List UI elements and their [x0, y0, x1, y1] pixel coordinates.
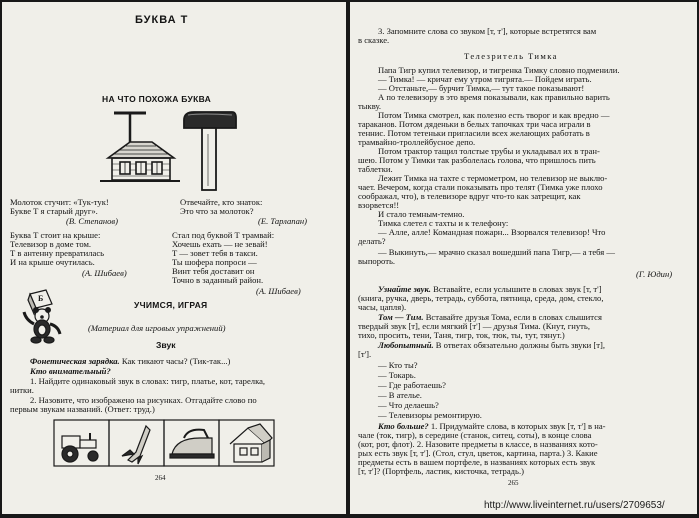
- poem-3-line-2: Телевизор в доме том.: [10, 239, 92, 249]
- exercise-1-line-1: Узнайте звук. Вставайте, если услышите в словах звук [т, т']: [378, 284, 602, 294]
- story-line: А по телевизору в это время показывали, как правильно варить: [378, 92, 610, 102]
- bear-with-block-illustration: [12, 286, 70, 344]
- exercise-2-line-3: тихо, просить, тени, Таня, тигр, ток, тюк, ты, тут, тянут.): [358, 330, 565, 340]
- story-line: чает. Вечером, когда стали показывать про телят (Тимка уже плохо: [358, 182, 603, 192]
- poem-4-line-5: Винт тебя доставит он: [172, 266, 255, 276]
- story-line: Потом трактор тащил толстые трубы и укладывал их в тран-: [378, 146, 600, 156]
- attentive-heading: Кто внимательный?: [30, 366, 111, 376]
- exercise-1-line-3: часы, цапля).: [358, 302, 407, 312]
- poem-1-author: (В. Степанов): [66, 216, 119, 226]
- exercise-2-line-2: твердый звук [т], если мягкий [т'] — друзья Тима. (Кнут, гнуть,: [358, 321, 590, 331]
- task-3-line-1: 3. Запомните слова со звуком [т, т'], которые встретятся вам: [378, 26, 597, 36]
- poem-1-line-2: Букве Т я старый друг».: [10, 206, 98, 216]
- picture-row: [54, 420, 276, 468]
- poem-1-line-1: Молоток стучит: «Тук-тук!: [10, 197, 109, 207]
- dialog-line: — Токарь.: [378, 370, 416, 380]
- poem-4-line-6: Точно в заданный район.: [172, 275, 264, 285]
- story-line: взорвется!!: [358, 200, 400, 210]
- exercise-4-label: Кто больше?: [378, 421, 429, 431]
- page-title: БУКВА Т: [135, 14, 189, 26]
- dialog-line: — Кто ты?: [378, 360, 418, 370]
- story-line: шею. Потом у Тимки так разболелась голова, что пришлось пить: [358, 155, 596, 165]
- poem-3-line-3: Т в антенну превратилась: [10, 248, 105, 258]
- poem-3-line-1: Буква Т стоит на крыше:: [10, 230, 101, 240]
- sound-heading: Звук: [156, 340, 176, 350]
- exercise-3-line-1: Любопытный. В ответах обязательно должны быть звуки [т],: [378, 340, 606, 350]
- poem-2-line-2: Это что за молоток?: [180, 206, 254, 216]
- story-line: делать?: [358, 236, 386, 246]
- exercise-3-line-2: [т'].: [358, 349, 372, 359]
- poem-4-line-3: Т — зовет тебя в такси.: [172, 248, 258, 258]
- story-line: — Тимка! — кричат ему утром тигрята.— Пойдем играть.: [378, 74, 592, 84]
- exercise-4-line-6: [т, т']? (Портфель, ластик, кисточка, тетрадь.): [358, 466, 524, 476]
- phonetic-warmup-label: Фонетическая зарядка.: [30, 356, 120, 366]
- dialog-line: — Телевизоры ремонтирую.: [378, 410, 482, 420]
- story-line: трамвайно-троллейбусное депо.: [358, 137, 476, 147]
- poem-4-author: (А. Шибаев): [256, 286, 301, 296]
- section-title: НА ЧТО ПОХОЖА БУКВА: [102, 94, 212, 104]
- story-line: выпороть.: [358, 256, 396, 266]
- poem-3-line-4: И на крыше очутилась.: [10, 257, 95, 267]
- phonetic-warmup-text: Как тикают часы? (Тик-так...): [121, 356, 231, 366]
- story-line: — Выкинуть,— мрачно сказал вошедший папа Тигр,— а тебя —: [378, 247, 615, 257]
- story-line: И стало темным-темно.: [378, 209, 465, 219]
- games-section-title: УЧИМСЯ, ИГРАЯ: [134, 300, 208, 310]
- rocket-icon: [122, 426, 150, 464]
- story-line: — Алле, алле! Командная пожарн... Взорвался телевизор! Что: [378, 227, 606, 237]
- task-2-line-2: первым звукам названий. (Ответ: труд.): [10, 404, 155, 414]
- story-line: Тимка слетел с тахты и к телефону:: [378, 218, 509, 228]
- materials-note: (Материал для игровых упражнений): [88, 323, 226, 333]
- story-line: тараканов. Потом дяденьки в белых тапочках три часа играли в: [358, 119, 591, 129]
- exercise-4-line-2: чале (ток, тигр), в середине (станок, ситец, соты), в конце слова: [358, 430, 592, 440]
- poem-4-line-2: Хочешь ехать — не зевай!: [172, 239, 268, 249]
- hammer-illustration: [182, 110, 238, 192]
- exercise-2-line-1: Том — Тим. Вставайте друзья Тома, если в словах слышится: [378, 312, 602, 322]
- exercise-1-line-2: (книга, ручка, дверь, тетрадь, суббота, пятница, среда, дом, стекло,: [358, 293, 604, 303]
- exercise-4-line-1: Кто больше? 1. Придумайте слова, в которых звук [т, т'] в на-: [378, 421, 606, 431]
- poem-2-author: (Е. Тарлапан): [258, 216, 308, 226]
- tractor-icon: [62, 433, 98, 462]
- exercise-2-label: Том — Тим.: [378, 312, 424, 322]
- story-author: (Г. Юдин): [636, 269, 673, 279]
- poem-2-line-1: Отвечайте, кто знаток:: [180, 197, 263, 207]
- exercise-4-line-3: (кот, рот, флот). 2. Назовите предметы в классе, в названиях кото-: [358, 439, 598, 449]
- dialog-line: — Где работаешь?: [378, 380, 446, 390]
- story-title: Телезритель Тимка: [464, 51, 558, 61]
- task-2-line-1: 2. Назовите, что изображено на рисунках. Отгадайте слово по: [30, 395, 257, 405]
- exercise-1-label: Узнайте звук.: [378, 284, 431, 294]
- house-illustration: [100, 110, 180, 186]
- dialog-line: — Что делаешь?: [378, 400, 439, 410]
- story-line: Папа Тигр купил телевизор, и тигренка Тимку словно подменили.: [378, 65, 620, 75]
- task-3-line-2: в сказке.: [358, 35, 390, 45]
- task-1-line-2: нитки.: [10, 385, 34, 395]
- story-line: Лежит Тимка на тахте с термометром, но телевизор не выклю-: [378, 173, 608, 183]
- poem-4-line-4: Ты шофера попроси —: [172, 257, 257, 267]
- story-line: теннис. Потом тетеньки пригласили всех желающих работать в: [358, 128, 590, 138]
- story-line: тыкву.: [358, 101, 382, 111]
- story-line: таблетки.: [358, 164, 393, 174]
- house-icon: [230, 424, 272, 462]
- phonetic-warmup: [30, 357, 230, 366]
- story-line: соображал, что), в телевизоре вдруг что-то как затрещит, как: [358, 191, 581, 201]
- task-1-line-1: 1. Найдите одинаковый звук в словах: тигр, платье, кот, тарелка,: [30, 376, 266, 386]
- left-page: [2, 2, 346, 514]
- right-page-number: 265: [508, 479, 519, 487]
- story-line: — Отстаньте,— бурчит Тимка,— тут такое показывают!: [378, 83, 585, 93]
- iron-icon: [170, 430, 214, 458]
- right-page: [350, 2, 697, 514]
- left-page-number: 264: [155, 474, 166, 482]
- svg-text:Б: Б: [38, 294, 44, 303]
- exercise-4-line-5: предметы есть в вашем портфеле, в названиях которых есть звук: [358, 457, 596, 467]
- story-line: Потом Тимка смотрел, как полезно есть творог и как вредно —: [378, 110, 610, 120]
- exercise-3-label: Любопытный.: [378, 340, 434, 350]
- poem-4-line-1: Стал под буквой Т трамвай:: [172, 230, 275, 240]
- dialog-line: — В ателье.: [378, 390, 422, 400]
- poem-3-author: (А. Шибаев): [82, 268, 127, 278]
- exercise-4-line-4: рых есть звук [т, т']. (Стол, стул, цветок, картина, парта.) 3. Какие: [358, 448, 598, 458]
- watermark-url: http://www.liveinternet.ru/users/2709653/: [484, 500, 665, 511]
